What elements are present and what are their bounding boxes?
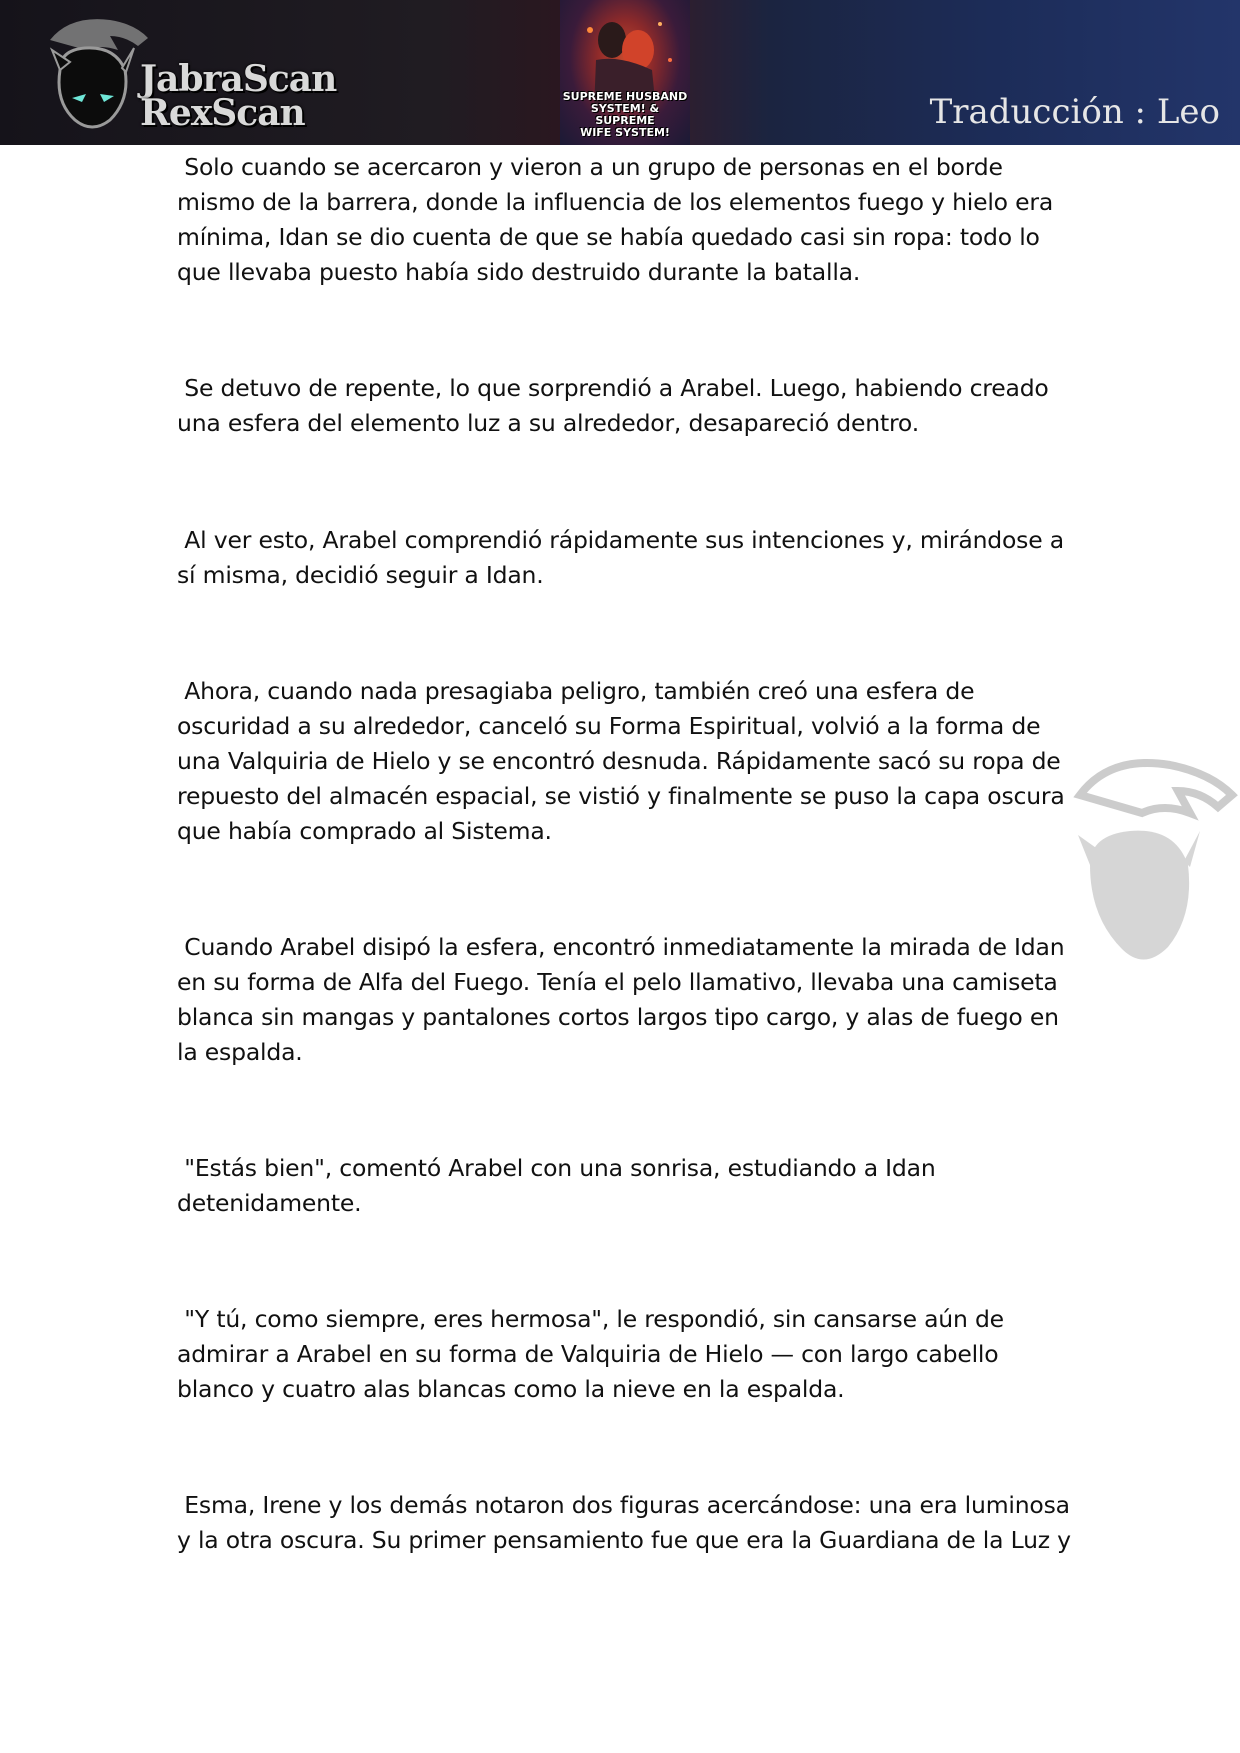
cover-title: SUPREME HUSBAND SYSTEM! & SUPREME WIFE SYSTEM! bbox=[562, 90, 688, 139]
paragraph: Cuando Arabel disipó la esfera, encontró inmediatamente la mirada de Idan en su forma de Alfa del Fuego. Tenía el pelo llamativo, llevaba una camiseta blanca sin mangas y pantalones cortos largos tipo cargo, y alas de fuego en la espalda. bbox=[177, 933, 1065, 1066]
cover-art bbox=[560, 0, 690, 145]
paragraph: Solo cuando se acercaron y vieron a un grupo de personas en el borde mismo de la barrera, donde la influencia de los elementos fuego y hielo era mínima, Idan se dio cuenta de que se había quedado casi sin ropa: todo lo que llevaba puesto había sido destruido durante la batalla. bbox=[177, 153, 1054, 286]
brand-line-2: RexScan bbox=[140, 92, 305, 134]
brand-name bbox=[140, 58, 337, 134]
translator-credit: Traducción : Leo bbox=[929, 92, 1220, 132]
paragraph: Ahora, cuando nada presagiaba peligro, también creó una esfera de oscuridad a su alrededor, canceló su Forma Espiritual, volvió a la forma de una Valquiria de Hielo y se encontró desnuda. Rápidamente sacó su ropa de repuesto del almacén espacial, se vistió y finalmente se puso la capa oscura que había comprado al Sistema. bbox=[177, 677, 1065, 845]
dinosaur-watermark-icon bbox=[1060, 755, 1240, 995]
paragraph: Se detuvo de repente, lo que sorprendió a Arabel. Luego, habiendo creado una esfera del elemento luz a su alrededor, desapareció dentro. bbox=[177, 374, 1049, 437]
header-banner bbox=[0, 0, 1240, 145]
paragraph: Al ver esto, Arabel comprendió rápidamente sus intenciones y, mirándose a sí misma, decidió seguir a Idan. bbox=[177, 526, 1064, 589]
paragraph: "Y tú, como siempre, eres hermosa", le respondió, sin cansarse aún de admirar a Arabel en su forma de Valquiria de Hielo — con largo cabello blanco y cuatro alas blancas como la nieve en la espalda. bbox=[177, 1305, 1004, 1403]
paragraph: Esma, Irene y los demás notaron dos figuras acercándose: una era luminosa y la otra oscura. Su primer pensamiento fue que era la Guardiana de la Luz y bbox=[177, 1491, 1071, 1554]
brand-line-1: JabraScan bbox=[140, 58, 337, 100]
paragraph: "Estás bien", comentó Arabel con una sonrisa, estudiando a Idan detenidamente. bbox=[177, 1154, 936, 1217]
